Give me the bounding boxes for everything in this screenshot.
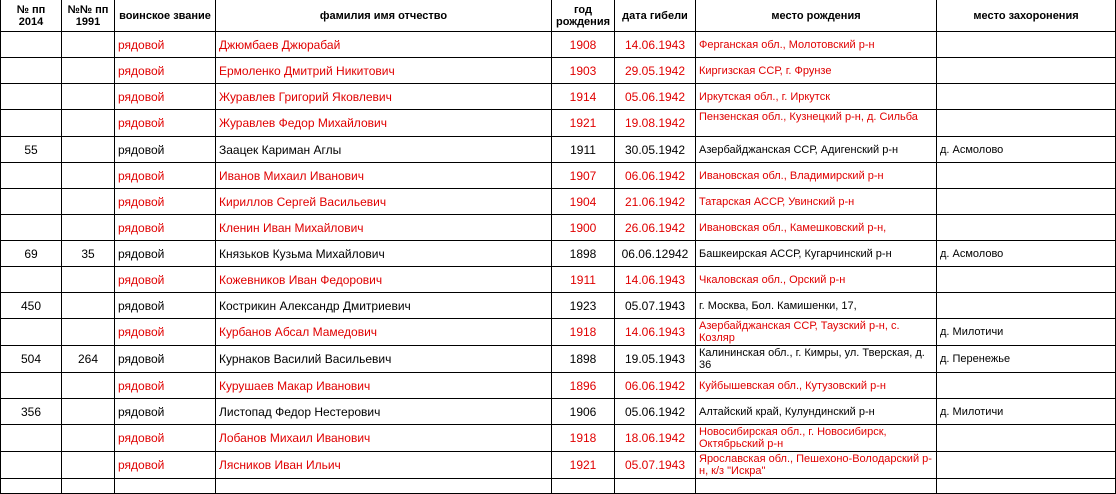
cell-full-name[interactable]: Заацек Кариман Аглы [216, 137, 552, 163]
cell-number-2014[interactable] [1, 425, 62, 452]
cell-death-date[interactable]: 26.06.1942 [615, 215, 696, 241]
col-header-number-1991[interactable]: №№ пп 1991 [62, 0, 115, 32]
cell-birthplace[interactable]: Чкаловская обл., Орский р-н [696, 267, 937, 293]
cell-number-1991[interactable] [62, 137, 115, 163]
cell-full-name[interactable]: Джюмбаев Джюрабай [216, 32, 552, 58]
cell-number-1991[interactable] [62, 215, 115, 241]
cell-birth-year[interactable]: 1903 [552, 58, 615, 84]
cell-birthplace[interactable]: Киргизская ССР, г. Фрунзе [696, 58, 937, 84]
cell-death-date[interactable]: 14.06.1943 [615, 319, 696, 346]
cell-burial-place[interactable]: д. Перенежье [937, 346, 1116, 373]
cell-number-2014[interactable] [1, 319, 62, 346]
table-row [1, 110, 1116, 137]
cell-rank[interactable]: рядовой [115, 267, 216, 293]
cell-number-1991[interactable] [62, 58, 115, 84]
cell-number-2014[interactable] [1, 110, 62, 137]
cell-number-1991[interactable] [62, 84, 115, 110]
table-row [1, 189, 1116, 215]
cell-number-2014[interactable] [1, 189, 62, 215]
cell-full-name[interactable]: Кленин Иван Михайлович [216, 215, 552, 241]
cell-full-name[interactable]: Иванов Михаил Иванович [216, 163, 552, 189]
cell-rank[interactable]: рядовой [115, 32, 216, 58]
cell-number-2014[interactable]: 69 [1, 241, 62, 267]
cell-full-name[interactable]: Курнаков Василий Васильевич [216, 346, 552, 373]
cell-rank[interactable]: рядовой [115, 399, 216, 425]
cell-full-name[interactable]: Курбанов Абсал Мамедович [216, 319, 552, 346]
table-row [1, 58, 1116, 84]
cell-number-2014[interactable] [1, 32, 62, 58]
cell-birth-year[interactable]: 1908 [552, 32, 615, 58]
cell-birth-year[interactable]: 1898 [552, 346, 615, 373]
cell-full-name[interactable]: Лобанов Михаил Иванович [216, 425, 552, 452]
cell-full-name[interactable]: Князьков Кузьма Михайлович [216, 241, 552, 267]
cell-number-2014[interactable] [1, 163, 62, 189]
table-row [1, 241, 1116, 267]
cell-burial-place[interactable] [937, 58, 1116, 84]
cell-death-date[interactable]: 19.08.1942 [615, 110, 696, 137]
cell-birthplace[interactable]: Ярославская обл., Пешехоно-Володарский р-н, к/з "Искра" [696, 452, 937, 479]
cell-number-2014[interactable] [1, 373, 62, 399]
col-header-death-date[interactable]: дата гибели [615, 0, 696, 32]
cell-number-1991[interactable]: 264 [62, 346, 115, 373]
cell-rank[interactable]: рядовой [115, 346, 216, 373]
col-header-birthplace[interactable]: место рождения [696, 0, 937, 32]
cell-birthplace[interactable]: Башкеирская АССР, Кугарчинский р-н [696, 241, 937, 267]
table-row [1, 319, 1116, 346]
cell-full-name[interactable]: Ермоленко Дмитрий Никитович [216, 58, 552, 84]
cell-death-date[interactable]: 05.07.1943 [615, 452, 696, 479]
cell-death-date[interactable]: 06.06.12942 [615, 241, 696, 267]
cell-rank[interactable]: рядовой [115, 137, 216, 163]
cell-birth-year[interactable]: 1911 [552, 267, 615, 293]
cell-death-date[interactable]: 29.05.1942 [615, 58, 696, 84]
col-header-rank[interactable]: воинское звание [115, 0, 216, 32]
cell-death-date[interactable]: 18.06.1942 [615, 425, 696, 452]
cell-death-date[interactable]: 14.06.1943 [615, 32, 696, 58]
cell-empty[interactable] [115, 479, 216, 494]
cell-burial-place[interactable] [937, 110, 1116, 137]
col-header-full-name[interactable]: фамилия имя отчество [216, 0, 552, 32]
cell-birth-year[interactable]: 1918 [552, 319, 615, 346]
cell-rank[interactable]: рядовой [115, 215, 216, 241]
cell-full-name[interactable]: Кострикин Александр Дмитриевич [216, 293, 552, 319]
cell-birthplace[interactable]: Азербайджанская ССР, Адигенский р-н [696, 137, 937, 163]
cell-full-name[interactable]: Журавлев Григорий Яковлевич [216, 84, 552, 110]
cell-birth-year[interactable]: 1906 [552, 399, 615, 425]
cell-empty[interactable] [552, 479, 615, 494]
cell-number-1991[interactable] [62, 32, 115, 58]
cell-number-2014[interactable]: 450 [1, 293, 62, 319]
cell-rank[interactable]: рядовой [115, 110, 216, 137]
cell-birthplace[interactable]: Новосибирская обл., г. Новосибирск, Октябрьский р-н [696, 425, 937, 452]
cell-number-2014[interactable] [1, 58, 62, 84]
cell-burial-place[interactable]: д. Милотичи [937, 319, 1116, 346]
table-row [1, 163, 1116, 189]
cell-rank[interactable]: рядовой [115, 58, 216, 84]
cell-birth-year[interactable]: 1898 [552, 241, 615, 267]
cell-number-2014[interactable] [1, 267, 62, 293]
cell-number-2014[interactable]: 55 [1, 137, 62, 163]
cell-empty[interactable] [1, 479, 62, 494]
cell-burial-place[interactable] [937, 84, 1116, 110]
cell-birthplace[interactable]: Алтайский край, Кулундинский р-н [696, 399, 937, 425]
cell-full-name[interactable]: Кириллов Сергей Васильевич [216, 189, 552, 215]
cell-rank[interactable]: рядовой [115, 84, 216, 110]
cell-birth-year[interactable]: 1914 [552, 84, 615, 110]
cell-number-1991[interactable] [62, 425, 115, 452]
cell-number-1991[interactable]: 35 [62, 241, 115, 267]
cell-burial-place[interactable]: д. Асмолово [937, 137, 1116, 163]
cell-rank[interactable]: рядовой [115, 452, 216, 479]
cell-rank[interactable]: рядовой [115, 293, 216, 319]
table-row-partial [1, 479, 1116, 494]
cell-empty[interactable] [615, 479, 696, 494]
table-row [1, 346, 1116, 373]
cell-number-1991[interactable] [62, 452, 115, 479]
cell-birthplace[interactable]: Калининская обл., г. Кимры, ул. Тверская, д. 36 [696, 346, 937, 373]
cell-burial-place[interactable] [937, 452, 1116, 479]
cell-number-1991[interactable] [62, 293, 115, 319]
cell-birthplace[interactable]: Ферганская обл., Молотовский р-н [696, 32, 937, 58]
cell-empty[interactable] [62, 479, 115, 494]
table-row [1, 137, 1116, 163]
cell-number-1991[interactable] [62, 267, 115, 293]
cell-burial-place[interactable] [937, 267, 1116, 293]
cell-death-date[interactable]: 05.06.1942 [615, 84, 696, 110]
cell-burial-place[interactable] [937, 425, 1116, 452]
cell-birth-year[interactable]: 1918 [552, 425, 615, 452]
cell-burial-place[interactable] [937, 293, 1116, 319]
table-row [1, 425, 1116, 452]
cell-birth-year[interactable]: 1921 [552, 110, 615, 137]
cell-death-date[interactable]: 05.06.1942 [615, 399, 696, 425]
table-row [1, 215, 1116, 241]
cell-empty[interactable] [216, 479, 552, 494]
cell-birthplace[interactable]: Иркутская обл., г. Иркутск [696, 84, 937, 110]
cell-death-date[interactable]: 06.06.1942 [615, 373, 696, 399]
cell-empty[interactable] [937, 479, 1116, 494]
cell-birthplace[interactable]: Татарская АССР, Увинский р-н [696, 189, 937, 215]
cell-death-date[interactable]: 14.06.1943 [615, 267, 696, 293]
cell-birthplace[interactable]: Азербайджанская ССР, Таузский р-н, с. Козляр [696, 319, 937, 346]
cell-burial-place[interactable] [937, 215, 1116, 241]
cell-number-1991[interactable] [62, 110, 115, 137]
table-row [1, 32, 1116, 58]
cell-burial-place[interactable] [937, 163, 1116, 189]
cell-full-name[interactable]: Кожевников Иван Федорович [216, 267, 552, 293]
cell-burial-place[interactable]: д. Милотичи [937, 399, 1116, 425]
col-header-burial-place[interactable]: место захоронения [937, 0, 1116, 32]
cell-number-1991[interactable] [62, 189, 115, 215]
table-body [1, 32, 1116, 494]
cell-birthplace[interactable]: Ивановская обл., Камешковский р-н, [696, 215, 937, 241]
cell-birth-year[interactable]: 1911 [552, 137, 615, 163]
cell-empty[interactable] [696, 479, 937, 494]
cell-death-date[interactable]: 06.06.1942 [615, 163, 696, 189]
cell-full-name[interactable]: Курушаев Макар Иванович [216, 373, 552, 399]
col-header-birth-year[interactable]: год рождения [552, 0, 615, 32]
cell-number-2014[interactable]: 356 [1, 399, 62, 425]
table-row [1, 84, 1116, 110]
cell-number-1991[interactable] [62, 399, 115, 425]
col-header-number-2014[interactable]: № пп 2014 [1, 0, 62, 32]
cell-death-date[interactable]: 21.06.1942 [615, 189, 696, 215]
cell-number-1991[interactable] [62, 319, 115, 346]
cell-birth-year[interactable]: 1923 [552, 293, 615, 319]
table-row [1, 373, 1116, 399]
cell-birth-year[interactable]: 1900 [552, 215, 615, 241]
table-row [1, 452, 1116, 479]
cell-birthplace[interactable]: Куйбышевская обл., Кутузовский р-н [696, 373, 937, 399]
table-row [1, 399, 1116, 425]
cell-birth-year[interactable]: 1921 [552, 452, 615, 479]
cell-birthplace[interactable]: Ивановская обл., Владимирский р-н [696, 163, 937, 189]
cell-death-date[interactable]: 30.05.1942 [615, 137, 696, 163]
cell-number-2014[interactable] [1, 215, 62, 241]
cell-burial-place[interactable] [937, 189, 1116, 215]
cell-burial-place[interactable]: д. Асмолово [937, 241, 1116, 267]
cell-number-1991[interactable] [62, 373, 115, 399]
cell-number-1991[interactable] [62, 163, 115, 189]
cell-rank[interactable]: рядовой [115, 163, 216, 189]
header-row [1, 0, 1116, 32]
cell-rank[interactable]: рядовой [115, 189, 216, 215]
cell-rank[interactable]: рядовой [115, 319, 216, 346]
cell-number-2014[interactable]: 504 [1, 346, 62, 373]
cell-full-name[interactable]: Лясников Иван Ильич [216, 452, 552, 479]
cell-death-date[interactable]: 19.05.1943 [615, 346, 696, 373]
cell-rank[interactable]: рядовой [115, 241, 216, 267]
cell-birthplace[interactable]: г. Москва, Бол. Камишенки, 17, [696, 293, 937, 319]
cell-full-name[interactable]: Журавлев Федор Михайлович [216, 110, 552, 137]
table-row [1, 293, 1116, 319]
cell-number-2014[interactable] [1, 452, 62, 479]
cell-birth-year[interactable]: 1896 [552, 373, 615, 399]
table-row [1, 267, 1116, 293]
cell-burial-place[interactable] [937, 32, 1116, 58]
cell-full-name[interactable]: Листопад Федор Нестерович [216, 399, 552, 425]
cell-birth-year[interactable]: 1904 [552, 189, 615, 215]
cell-death-date[interactable]: 05.07.1943 [615, 293, 696, 319]
cell-rank[interactable]: рядовой [115, 373, 216, 399]
cell-rank[interactable]: рядовой [115, 425, 216, 452]
cell-burial-place[interactable] [937, 373, 1116, 399]
cell-number-2014[interactable] [1, 84, 62, 110]
cell-birth-year[interactable]: 1907 [552, 163, 615, 189]
cell-birthplace[interactable]: Пензенская обл., Кузнецкий р-н, д. Сильба [696, 110, 937, 137]
